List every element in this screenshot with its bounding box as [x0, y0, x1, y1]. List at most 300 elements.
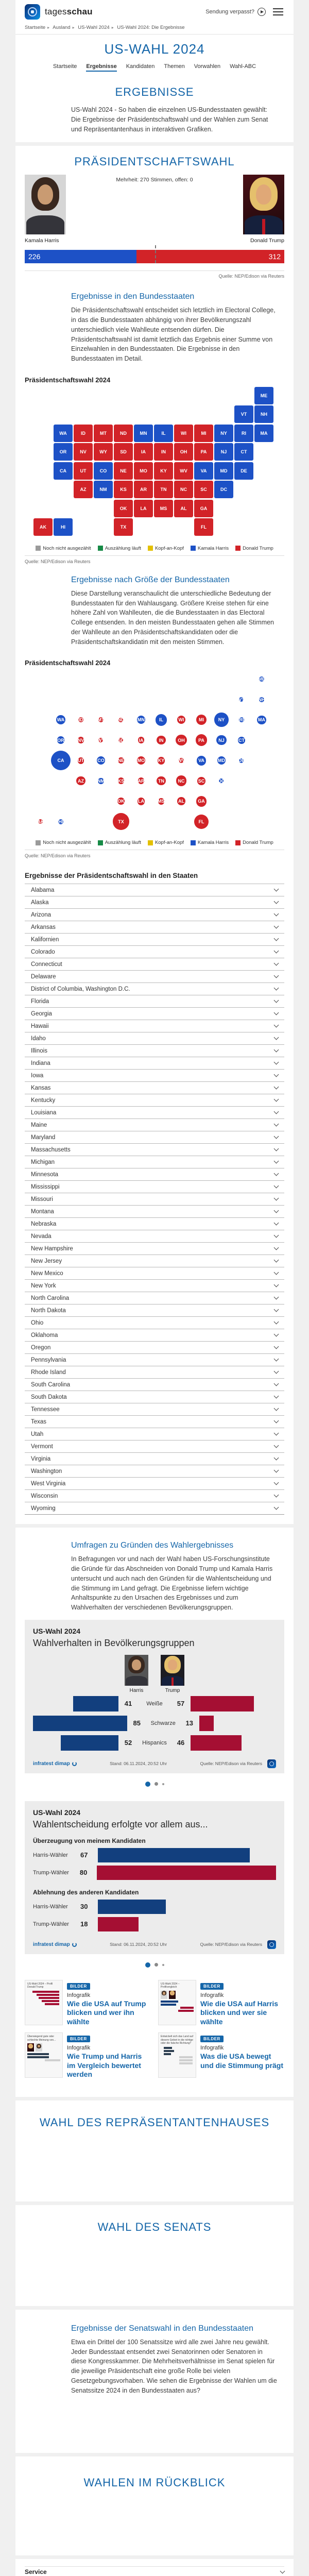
- map-state-MS[interactable]: MS: [154, 500, 173, 517]
- bubble-state-OH[interactable]: OH: [176, 735, 186, 745]
- legend-swatch: [235, 840, 241, 845]
- tab-wahl-abc[interactable]: Wahl-ABC: [230, 63, 256, 70]
- teaser-kicker: Infografik: [67, 2045, 91, 2052]
- teaser-card[interactable]: [25, 1980, 151, 2027]
- state-accordion-row[interactable]: [25, 1143, 284, 1156]
- state-accordion-row[interactable]: [25, 1502, 284, 1514]
- map-state-OK[interactable]: OK: [114, 500, 133, 517]
- map-1-label: Präsidentschaftswahl 2024: [25, 376, 111, 384]
- bilder-badge: BILDER: [67, 2036, 90, 2042]
- chart-kicker: US-Wahl 2024: [33, 1626, 81, 1635]
- state-accordion-row[interactable]: [25, 1193, 284, 1205]
- thumbnail-caption: Überwiegend gute oder schlechte Meinung von...: [27, 2035, 56, 2042]
- map-state-MA[interactable]: MA: [254, 425, 273, 442]
- map-state-IA[interactable]: IA: [134, 443, 153, 461]
- tab-ergebnisse[interactable]: Ergebnisse: [86, 63, 116, 72]
- map-state-SC[interactable]: SC: [194, 481, 213, 498]
- thumbnail-caption: US-Wahl 2024 – Profil Donald Trump: [27, 1982, 53, 1989]
- bubble-state-NE[interactable]: NE: [117, 758, 125, 764]
- map-state-ME[interactable]: ME: [254, 387, 273, 404]
- state-accordion-row[interactable]: [25, 1316, 284, 1329]
- map-state-CT[interactable]: CT: [234, 443, 253, 461]
- voter-group-label: Harris-Wähler: [33, 1903, 68, 1910]
- thumbnail-caption: US-Wahl 2024 – Profilvergleich: [161, 1982, 180, 1989]
- bubble-state-SD[interactable]: SD: [117, 737, 125, 743]
- state-accordion-row[interactable]: [25, 1329, 284, 1341]
- state-accordion-row[interactable]: [25, 1378, 284, 1391]
- chevron-down-icon: [274, 1282, 279, 1287]
- teaser-title[interactable]: Was die USA bewegt und die Stimmung prägt: [200, 2052, 283, 2070]
- map-state-IL[interactable]: IL: [154, 425, 173, 442]
- map-state-NY[interactable]: NY: [214, 425, 233, 442]
- voter-group-label: Trump-Wähler: [33, 1921, 69, 1927]
- site-footer: [15, 2559, 294, 2576]
- state-accordion-label: Delaware: [31, 973, 56, 980]
- bubble-state-DC[interactable]: DC: [218, 778, 225, 784]
- footer-accordion-row[interactable]: [25, 2566, 284, 2576]
- map-state-MN[interactable]: MN: [134, 425, 153, 442]
- legend-swatch: [235, 546, 241, 551]
- map-state-CO[interactable]: CO: [94, 462, 113, 480]
- carousel-dot-2[interactable]: [154, 1963, 158, 1967]
- tab-kandidaten[interactable]: Kandidaten: [126, 63, 155, 70]
- state-accordion-row[interactable]: [25, 884, 284, 896]
- map-state-AR[interactable]: AR: [134, 481, 153, 498]
- legend-swatch: [191, 840, 196, 845]
- state-accordion-row[interactable]: [25, 1452, 284, 1465]
- map-state-DC[interactable]: DC: [214, 481, 233, 498]
- bubble-state-MS[interactable]: MS: [158, 799, 165, 804]
- map-state-TX[interactable]: TX: [114, 518, 133, 536]
- map-state-WY[interactable]: WY: [94, 443, 113, 461]
- teaser-thumbnail[interactable]: [158, 1980, 196, 2025]
- bubble-state-WY[interactable]: WY: [97, 737, 105, 743]
- electoral-college-bar: [25, 250, 284, 263]
- state-accordion-row[interactable]: [25, 1477, 284, 1489]
- state-accordion-label: New Mexico: [31, 1270, 63, 1277]
- bubble-state-CA[interactable]: CA: [51, 751, 71, 770]
- chevron-down-icon: [274, 1270, 279, 1275]
- bubble-state-KS[interactable]: KS: [117, 778, 125, 784]
- bubble-state-MN[interactable]: MN: [137, 716, 145, 724]
- state-accordion-label: South Dakota: [31, 1394, 67, 1400]
- state-accordion-row[interactable]: [25, 908, 284, 921]
- bubble-state-AL[interactable]: AL: [177, 797, 185, 805]
- chart-source: Quelle: NEP/Edison via Reuters: [200, 1761, 262, 1767]
- bubble-state-LA[interactable]: LA: [138, 798, 145, 805]
- state-accordion-label: Arkansas: [31, 924, 56, 930]
- state-accordion-row[interactable]: [25, 1255, 284, 1267]
- state-accordion-row[interactable]: [25, 958, 284, 970]
- state-accordion-row[interactable]: [25, 1057, 284, 1069]
- state-accordion-row[interactable]: [25, 1353, 284, 1366]
- president-card: [15, 146, 294, 1524]
- value-label: 67: [80, 1851, 88, 1859]
- harris-photo: [25, 175, 66, 234]
- teaser-card[interactable]: [158, 1980, 284, 2027]
- play-icon[interactable]: [258, 8, 266, 16]
- map-state-NH[interactable]: NH: [254, 405, 273, 423]
- map-state-KY[interactable]: KY: [154, 462, 173, 480]
- chevron-down-icon: [274, 911, 279, 917]
- state-accordion-row[interactable]: [25, 1020, 284, 1032]
- site-header: [15, 0, 294, 76]
- chevron-down-icon: [274, 1072, 279, 1077]
- legend-swatch: [98, 546, 103, 551]
- voter-group-label: Trump-Wähler: [33, 1869, 69, 1876]
- map-state-NE[interactable]: NE: [114, 462, 133, 480]
- map-state-VA[interactable]: VA: [194, 462, 213, 480]
- demographics-row: [33, 1714, 276, 1733]
- bubble-state-TN[interactable]: TN: [157, 776, 165, 785]
- bubble-state-MA[interactable]: MA: [257, 716, 266, 724]
- section-tabs: [15, 57, 294, 76]
- map-state-WA[interactable]: WA: [54, 425, 73, 442]
- state-accordion-row[interactable]: [25, 1118, 284, 1131]
- tab-startseite[interactable]: Startseite: [53, 63, 77, 70]
- size-result-text: Diese Darstellung veranschaulicht die unterschiedliche Bedeutung der Bundesstaaten für den Wahlausgang. Größere Kreise stehen für eine höhere Zahl von Wahlleuten, die die Bundesstaaten in das Electoral College entsenden. In den meisten Bundesstaaten gehen alle Stimmen der Wahlleute an den Präsidentschaftskandidaten oder die Präsidentschaftskandidatin mit den meisten Stimmen.: [71, 589, 274, 646]
- breadcrumb-item[interactable]: Ausland: [53, 25, 71, 30]
- bubble-state-IL[interactable]: IL: [156, 714, 167, 726]
- state-accordion-label: Colorado: [31, 948, 55, 955]
- map-state-ND[interactable]: ND: [114, 425, 133, 442]
- teaser-thumbnail[interactable]: [25, 2032, 63, 2078]
- trump-bar: [191, 1696, 254, 1711]
- legend-item: Auszählung läuft: [98, 546, 141, 551]
- state-accordion-label: Pennsylvania: [31, 1357, 66, 1363]
- state-accordion-label: Vermont: [31, 1443, 53, 1450]
- state-accordion-row[interactable]: [25, 1440, 284, 1452]
- bubble-state-TX[interactable]: TX: [113, 813, 130, 830]
- state-accordion-label: Montana: [31, 1208, 54, 1215]
- bubble-state-OR[interactable]: OR: [57, 736, 65, 744]
- map-state-MI[interactable]: MI: [194, 425, 213, 442]
- tab-themen[interactable]: Themen: [164, 63, 185, 70]
- harris-value: 52: [124, 1739, 132, 1747]
- harris-column-label: Harris: [129, 1687, 144, 1693]
- bubble-state-VT[interactable]: VT: [238, 697, 245, 702]
- state-accordion-row[interactable]: [25, 1230, 284, 1242]
- legend-item: Kamala Harris: [191, 546, 229, 551]
- bubble-state-ND[interactable]: ND: [117, 717, 125, 723]
- bubble-state-AR[interactable]: AR: [138, 778, 145, 784]
- surveys-card: [15, 1528, 294, 2097]
- chevron-down-icon: [274, 961, 279, 966]
- bubble-state-GA[interactable]: GA: [196, 796, 207, 807]
- legend-swatch: [148, 840, 153, 845]
- state-accordion-row[interactable]: [25, 970, 284, 982]
- map-state-OR[interactable]: OR: [54, 443, 73, 461]
- bubble-state-VA[interactable]: VA: [197, 756, 207, 766]
- carousel-dots: [25, 1957, 284, 1975]
- bubble-state-CT[interactable]: CT: [238, 737, 245, 743]
- map-state-RI[interactable]: RI: [234, 425, 253, 442]
- map-state-ID[interactable]: ID: [74, 425, 93, 442]
- state-accordion-row[interactable]: [25, 945, 284, 958]
- map-legend: [25, 543, 284, 554]
- map-state-MT[interactable]: MT: [94, 425, 113, 442]
- decision-row: [33, 1864, 276, 1882]
- state-accordion-row[interactable]: [25, 1081, 284, 1094]
- states-result-heading: Ergebnisse in den Bundesstaaten: [71, 292, 195, 301]
- bubble-state-NC[interactable]: NC: [176, 775, 187, 786]
- state-accordion-row[interactable]: [25, 1106, 284, 1118]
- state-accordion-row[interactable]: [25, 1156, 284, 1168]
- teaser-title[interactable]: Wie Trump und Harris im Vergleich bewertet werden: [67, 2052, 142, 2079]
- bubble-state-NH[interactable]: NH: [258, 697, 265, 702]
- map-state-FL[interactable]: FL: [194, 518, 213, 536]
- bubble-state-NV[interactable]: NV: [77, 737, 84, 743]
- value-label: 18: [80, 1920, 88, 1928]
- map-state-KS[interactable]: KS: [114, 481, 133, 498]
- harris-photo-small: [125, 1655, 148, 1686]
- state-accordion-label: Kansas: [31, 1084, 51, 1091]
- bubble-state-NJ[interactable]: NJ: [216, 735, 226, 745]
- bubble-state-AK[interactable]: AK: [37, 819, 44, 824]
- map-state-MD[interactable]: MD: [214, 462, 233, 480]
- state-accordion-row[interactable]: [25, 896, 284, 908]
- teaser-kicker: Infografik: [67, 1992, 91, 1998]
- bubble-state-FL[interactable]: FL: [194, 815, 209, 829]
- chevron-down-icon: [274, 1233, 279, 1238]
- state-accordion-label: Kalifornien: [31, 936, 59, 943]
- breadcrumb-item[interactable]: Startseite: [25, 25, 46, 30]
- map-state-WI[interactable]: WI: [174, 425, 193, 442]
- bubble-state-PA[interactable]: PA: [196, 734, 208, 746]
- trump-value: 46: [177, 1739, 185, 1747]
- carousel-dot-1[interactable]: [145, 1962, 150, 1968]
- teaser-card[interactable]: [158, 2032, 284, 2079]
- state-accordion-row[interactable]: [25, 1304, 284, 1316]
- state-accordion-row[interactable]: [25, 1180, 284, 1193]
- state-accordion-label: Wisconsin: [31, 1493, 58, 1499]
- state-accordion-row[interactable]: [25, 1465, 284, 1477]
- state-accordion-label: Georgia: [31, 1010, 52, 1017]
- map-state-SD[interactable]: SD: [114, 443, 133, 461]
- state-accordion-row[interactable]: [25, 1403, 284, 1415]
- state-accordion-label: Mississippi: [31, 1183, 60, 1190]
- state-accordion-row[interactable]: [25, 1168, 284, 1180]
- breadcrumb-item[interactable]: US-Wahl 2024: [78, 25, 110, 30]
- state-accordion-row[interactable]: [25, 1131, 284, 1143]
- chevron-down-icon: [274, 936, 279, 941]
- bubble-state-OK[interactable]: OK: [117, 799, 125, 804]
- page-title: US-WAHL 2024: [104, 41, 205, 57]
- bubble-state-WA[interactable]: WA: [56, 715, 65, 724]
- map-state-AZ[interactable]: AZ: [74, 481, 93, 498]
- group-label: Schwarze: [150, 1720, 176, 1726]
- state-accordion-row[interactable]: [25, 1217, 284, 1230]
- bubble-state-IA[interactable]: IA: [139, 737, 144, 743]
- state-accordion-row[interactable]: [25, 995, 284, 1007]
- state-accordion-row[interactable]: [25, 1242, 284, 1255]
- map-state-AL[interactable]: AL: [174, 500, 193, 517]
- state-accordion-row[interactable]: [25, 1391, 284, 1403]
- tagesschau-logo-icon[interactable]: [25, 4, 40, 20]
- chevron-down-icon: [274, 1381, 279, 1386]
- legend-item: Noch nicht ausgezählt: [36, 840, 91, 845]
- map-state-DE[interactable]: DE: [234, 462, 253, 480]
- state-accordion-row[interactable]: [25, 1428, 284, 1440]
- state-accordion-row[interactable]: [25, 1292, 284, 1304]
- map-state-PA[interactable]: PA: [194, 443, 213, 461]
- bubble-state-ME[interactable]: ME: [258, 676, 265, 682]
- state-accordion-label: Illinois: [31, 1047, 47, 1054]
- state-accordion-label: Missouri: [31, 1196, 53, 1202]
- harris-bar: [98, 1900, 166, 1914]
- infratest-dimap-logo: infratest dimap: [33, 1941, 70, 1947]
- teaser-thumbnail[interactable]: [25, 1980, 63, 2025]
- tagesschau-logo[interactable]: tagesschau: [45, 7, 93, 16]
- bubble-state-KY[interactable]: KY: [158, 757, 165, 765]
- map-state-CA[interactable]: CA: [54, 462, 73, 480]
- map-state-NJ[interactable]: NJ: [214, 443, 233, 461]
- state-accordion-row[interactable]: [25, 1032, 284, 1044]
- bubble-state-AZ[interactable]: AZ: [76, 776, 85, 785]
- state-accordion-label: Iowa: [31, 1072, 44, 1079]
- map-state-NM[interactable]: NM: [94, 481, 113, 498]
- state-accordion-label: Nebraska: [31, 1221, 57, 1227]
- bubble-state-MI[interactable]: MI: [196, 715, 207, 725]
- house-heading: WAHL DES REPRÄSENTANTENHAUSES: [39, 2115, 270, 2129]
- tab-vorwahlen[interactable]: Vorwahlen: [194, 63, 221, 70]
- decision-row: [33, 1846, 276, 1864]
- bubble-state-WI[interactable]: WI: [177, 716, 185, 724]
- bubble-state-DE[interactable]: DE: [238, 758, 245, 764]
- senate-states-heading: Ergebnisse der Senatswahl in den Bundesstaaten: [71, 2324, 254, 2333]
- teaser-thumbnail[interactable]: [158, 2032, 196, 2078]
- state-accordion-label: Washington: [31, 1468, 62, 1475]
- state-accordion-row[interactable]: [25, 921, 284, 933]
- chart-kicker: US-Wahl 2024: [33, 1808, 81, 1817]
- state-accordion-row[interactable]: [25, 1044, 284, 1057]
- trump-electoral-segment: 312: [136, 250, 284, 263]
- chevron-down-icon: [274, 1171, 279, 1176]
- state-accordion-row[interactable]: [25, 1279, 284, 1292]
- map-state-NC[interactable]: NC: [174, 481, 193, 498]
- map-state-MO[interactable]: MO: [134, 462, 153, 480]
- trump-bar: [98, 1917, 139, 1931]
- chevron-down-icon: [274, 1245, 279, 1250]
- map-state-VT[interactable]: VT: [234, 405, 253, 423]
- chevron-down-icon: [274, 899, 279, 904]
- teaser-kicker: Infografik: [200, 2045, 224, 2052]
- value-label: 30: [80, 1903, 88, 1911]
- state-accordion-label: Tennessee: [31, 1406, 60, 1413]
- teaser-title[interactable]: Wie die USA auf Trump blicken und wer ihn wählte: [67, 1999, 146, 2026]
- decision-chart: [25, 1801, 284, 1954]
- legend-item: Kopf-an-Kopf: [148, 546, 184, 551]
- map-state-HI[interactable]: HI: [54, 518, 73, 536]
- state-accordion-label: Texas: [31, 1418, 47, 1425]
- map-state-WV[interactable]: WV: [174, 462, 193, 480]
- bubble-state-HI[interactable]: HI: [58, 819, 63, 824]
- legend-swatch: [191, 546, 196, 551]
- size-result-heading: Ergebnisse nach Größe der Bundesstaaten: [71, 575, 230, 584]
- map-state-AK[interactable]: AK: [33, 518, 53, 536]
- bubble-state-MT[interactable]: MT: [97, 717, 105, 723]
- bilder-badge: BILDER: [67, 1983, 90, 1990]
- legend-swatch: [148, 546, 153, 551]
- state-accordion-row[interactable]: [25, 1341, 284, 1353]
- state-accordion-label: Maryland: [31, 1134, 56, 1141]
- decision-groups: [33, 1837, 276, 1933]
- carousel-dot-3[interactable]: [162, 1964, 164, 1966]
- state-accordion-row[interactable]: [25, 1069, 284, 1081]
- footer-accordion: [25, 2566, 284, 2576]
- legend-item: Donald Trump: [235, 546, 273, 551]
- map-state-IN[interactable]: IN: [154, 443, 173, 461]
- breadcrumb-item[interactable]: US-Wahl 2024: Die Ergebnisse: [117, 25, 185, 30]
- hamburger-menu-icon[interactable]: [273, 8, 283, 15]
- decision-group-label: Ablehnung des anderen Kandidaten: [33, 1888, 139, 1896]
- state-accordion-label: Oregon: [31, 1344, 51, 1351]
- state-accordion-row[interactable]: [25, 1007, 284, 1020]
- chevron-down-icon: [274, 1418, 279, 1423]
- chevron-down-icon: [274, 1047, 279, 1053]
- map-state-TN[interactable]: TN: [154, 481, 173, 498]
- map-state-GA[interactable]: GA: [194, 500, 213, 517]
- bubble-state-RI[interactable]: RI: [239, 717, 244, 723]
- value-label: 80: [79, 1869, 88, 1877]
- chevron-down-icon: [274, 1258, 279, 1263]
- teaser-card[interactable]: [25, 2032, 151, 2079]
- legend-item: Auszählung läuft: [98, 840, 141, 845]
- state-accordion-label: Florida: [31, 998, 49, 1005]
- state-accordion-row[interactable]: [25, 1489, 284, 1502]
- chevron-down-icon: [274, 998, 279, 1003]
- sendung-verpasst-link[interactable]: Sendung verpasst?: [205, 8, 266, 16]
- map-state-OH[interactable]: OH: [174, 443, 193, 461]
- state-accordion-label: Maine: [31, 1122, 47, 1128]
- bubble-state-ID[interactable]: ID: [78, 717, 83, 723]
- map-state-NV[interactable]: NV: [74, 443, 93, 461]
- bubble-state-SC[interactable]: SC: [197, 777, 205, 785]
- surveys-text: In Befragungen vor und nach der Wahl haben US-Forschungsinstitute die Gründe für das Abschneiden von Donald Trump und Kamala Harris untersucht und auch nach den Gründen für die Wahlentscheidung und die Stimmung im Land gefragt. Die Ergebnisse liefern wichtige Anhaltspunkte zu den Ursachen des Ergebnisses und zum Wahlverhalten der verschiedenen Bevölkerungsgruppen.: [71, 1555, 273, 1611]
- bubble-state-IN[interactable]: IN: [157, 736, 165, 744]
- bubble-state-NY[interactable]: NY: [214, 713, 229, 727]
- state-accordion-row[interactable]: [25, 1094, 284, 1106]
- bubble-state-NM[interactable]: NM: [97, 778, 105, 784]
- decision-row: [33, 1898, 276, 1916]
- harris-name: Kamala Harris: [25, 238, 59, 244]
- map-state-UT[interactable]: UT: [74, 462, 93, 480]
- state-accordion-row[interactable]: [25, 1205, 284, 1217]
- state-accordion-row[interactable]: [25, 933, 284, 945]
- bubble-state-UT[interactable]: UT: [77, 758, 84, 764]
- map-state-LA[interactable]: LA: [134, 500, 153, 517]
- state-accordion-row[interactable]: [25, 1267, 284, 1279]
- state-accordion-row[interactable]: [25, 982, 284, 995]
- chevron-down-icon: [274, 1109, 279, 1114]
- bubble-state-WV[interactable]: WV: [177, 758, 185, 764]
- carousel-dot-2[interactable]: [154, 1782, 158, 1786]
- decision-group-label: Überzeugung von meinem Kandidaten: [33, 1837, 146, 1844]
- teaser-title[interactable]: Wie die USA auf Harris blicken und wer sie wählte: [200, 1999, 279, 2026]
- carousel-dots: [25, 1776, 284, 1794]
- bubble-state-MD[interactable]: MD: [217, 756, 226, 765]
- chevron-down-icon: [274, 1394, 279, 1399]
- bubble-state-CO[interactable]: CO: [97, 756, 105, 765]
- state-accordion-row[interactable]: [25, 1415, 284, 1428]
- state-accordion-row[interactable]: [25, 1366, 284, 1378]
- carousel-dot-3[interactable]: [162, 1783, 164, 1785]
- chevron-down-icon: [274, 924, 279, 929]
- carousel-dot-1[interactable]: [145, 1782, 150, 1787]
- bubble-state-MO[interactable]: MO: [137, 756, 145, 765]
- chevron-down-icon: [274, 1084, 279, 1090]
- state-accordion-label: Indiana: [31, 1060, 50, 1066]
